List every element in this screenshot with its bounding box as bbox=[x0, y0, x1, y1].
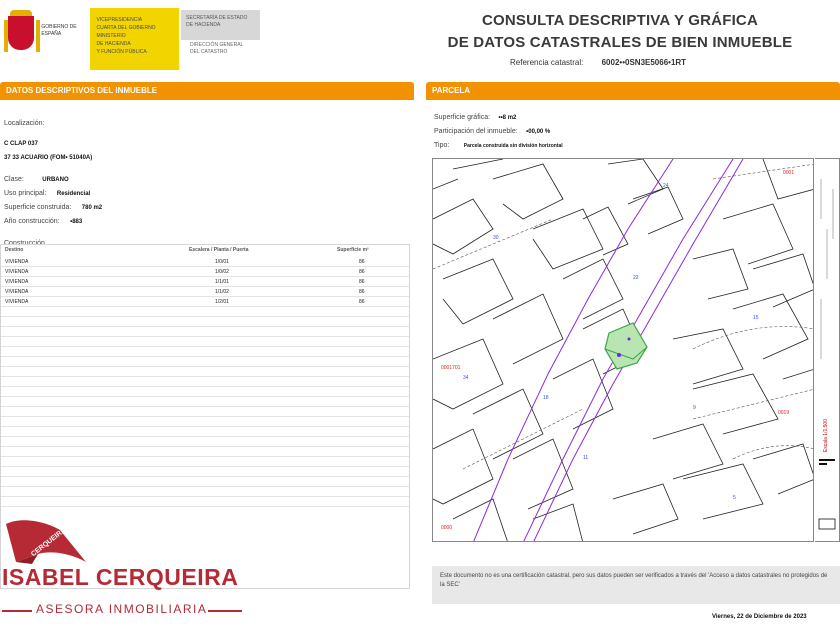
gov-title: GOBIERNO DE ESPAÑA bbox=[41, 24, 77, 37]
class-label: Clase: bbox=[4, 176, 24, 183]
map-scale-bar bbox=[815, 159, 839, 543]
build-year-value: •883 bbox=[70, 219, 83, 225]
main-use-value: Residencial bbox=[56, 191, 91, 197]
table-row: VIVIENDA 1/1/02 86 bbox=[1, 287, 409, 297]
document-title: CONSULTA DESCRIPTIVA Y GRÁFICA DE DATOS CATASTRALES DE BIEN INMUEBLE bbox=[447, 12, 793, 51]
construction-label: Construcción bbox=[4, 240, 45, 247]
col-header-destino: Destino bbox=[5, 247, 24, 253]
document-header bbox=[0, 0, 840, 80]
location-line-1: C CLAP 037 bbox=[4, 141, 38, 147]
svg-text:5: 5 bbox=[733, 495, 736, 501]
svg-text:11: 11 bbox=[583, 455, 589, 461]
col-header-superficie: Superficie m² bbox=[337, 247, 369, 253]
government-logo-block bbox=[0, 8, 260, 70]
map-scale-panel bbox=[815, 158, 840, 542]
svg-text:9: 9 bbox=[693, 405, 696, 411]
svg-text:0001701: 0001701 bbox=[441, 365, 461, 371]
svg-text:0000: 0000 bbox=[441, 525, 453, 531]
spain-coat-of-arms-icon bbox=[2, 8, 41, 66]
cadastral-reference bbox=[510, 58, 686, 67]
logo-flag-icon bbox=[2, 518, 92, 566]
location-label: Localización: bbox=[4, 120, 45, 127]
logo-name: ISABEL CERQUEIRA bbox=[2, 564, 239, 590]
class-value: URBANO bbox=[42, 177, 69, 183]
svg-text:18: 18 bbox=[543, 395, 549, 401]
svg-text:15: 15 bbox=[753, 315, 759, 321]
cadastral-map-drawing bbox=[433, 159, 814, 542]
build-year-label: Año construcción: bbox=[4, 218, 60, 225]
participation-value: •00,00 % bbox=[526, 129, 551, 135]
company-logo bbox=[0, 518, 250, 630]
built-area-label: Superficie construida: bbox=[4, 204, 72, 211]
catastro-directorate: DIRECCIÓN GENERAL DEL CATASTRO bbox=[190, 42, 244, 55]
highlighted-parcel bbox=[605, 323, 647, 369]
type-label: Tipo: bbox=[434, 142, 450, 149]
main-use-label: Uso principal: bbox=[4, 190, 47, 197]
section-header-descriptive-data: DATOS DESCRIPTIVOS DEL INMUEBLE bbox=[0, 82, 414, 100]
graphic-area-value: ••8 m2 bbox=[498, 115, 517, 121]
disclaimer-note: Este documento no es una certificación catastral, pero sus datos pueden ser verificados a través del 'Acceso a datos catastrales no protegidos de la SEC' bbox=[432, 566, 840, 604]
table-row: VIVIENDA 1/0/01 86 bbox=[1, 257, 409, 267]
participation-label: Participación del inmueble: bbox=[434, 128, 518, 135]
issue-date: Viernes, 22 de Diciembre de 2023 bbox=[712, 614, 807, 620]
svg-text:0001: 0001 bbox=[783, 170, 795, 176]
type-value: Parcela construida sin división horizontal bbox=[463, 143, 563, 149]
logo-flag-text: CERQUEIRA bbox=[30, 526, 68, 559]
col-header-escalera: Escalera / Planta / Puerta bbox=[189, 247, 249, 253]
graphic-area-label: Superficie gráfica: bbox=[434, 114, 491, 121]
svg-text:0019: 0019 bbox=[778, 410, 790, 416]
cadastral-map[interactable] bbox=[432, 158, 814, 542]
logo-subtitle: ASESORA INMOBILIARIA bbox=[36, 602, 208, 616]
location-line-2: 37 33 ACUARIO (FOM• 51040A) bbox=[4, 155, 93, 161]
secretariat-block: SECRETARÍA DE ESTADO DE HACIENDA bbox=[181, 10, 260, 40]
svg-text:30: 30 bbox=[493, 235, 499, 241]
ref-value: 6002••0SN3E5066•1RT bbox=[601, 58, 687, 67]
section-header-parcel: PARCELA bbox=[426, 82, 840, 100]
logo-divider-left bbox=[2, 610, 32, 612]
svg-text:22: 22 bbox=[633, 275, 639, 281]
built-area-value: 780 m2 bbox=[81, 205, 103, 211]
table-row: VIVIENDA 1/0/02 86 bbox=[1, 267, 409, 277]
map-scale-label: Escala 1/1.500 bbox=[823, 419, 829, 453]
svg-text:34: 34 bbox=[463, 375, 469, 381]
table-row: VIVIENDA 1/1/01 86 bbox=[1, 277, 409, 287]
logo-divider-right bbox=[208, 610, 242, 612]
svg-text:24: 24 bbox=[663, 183, 669, 189]
ref-label: Referencia catastral: bbox=[510, 58, 584, 67]
table-row: VIVIENDA 1/2/01 86 bbox=[1, 297, 409, 307]
ministry-block: VICEPRESIDENCIA CUARTA DEL GOBIERNO MINISTERIO DE HACIENDA Y FUNCIÓN PÚBLICA bbox=[90, 8, 179, 70]
